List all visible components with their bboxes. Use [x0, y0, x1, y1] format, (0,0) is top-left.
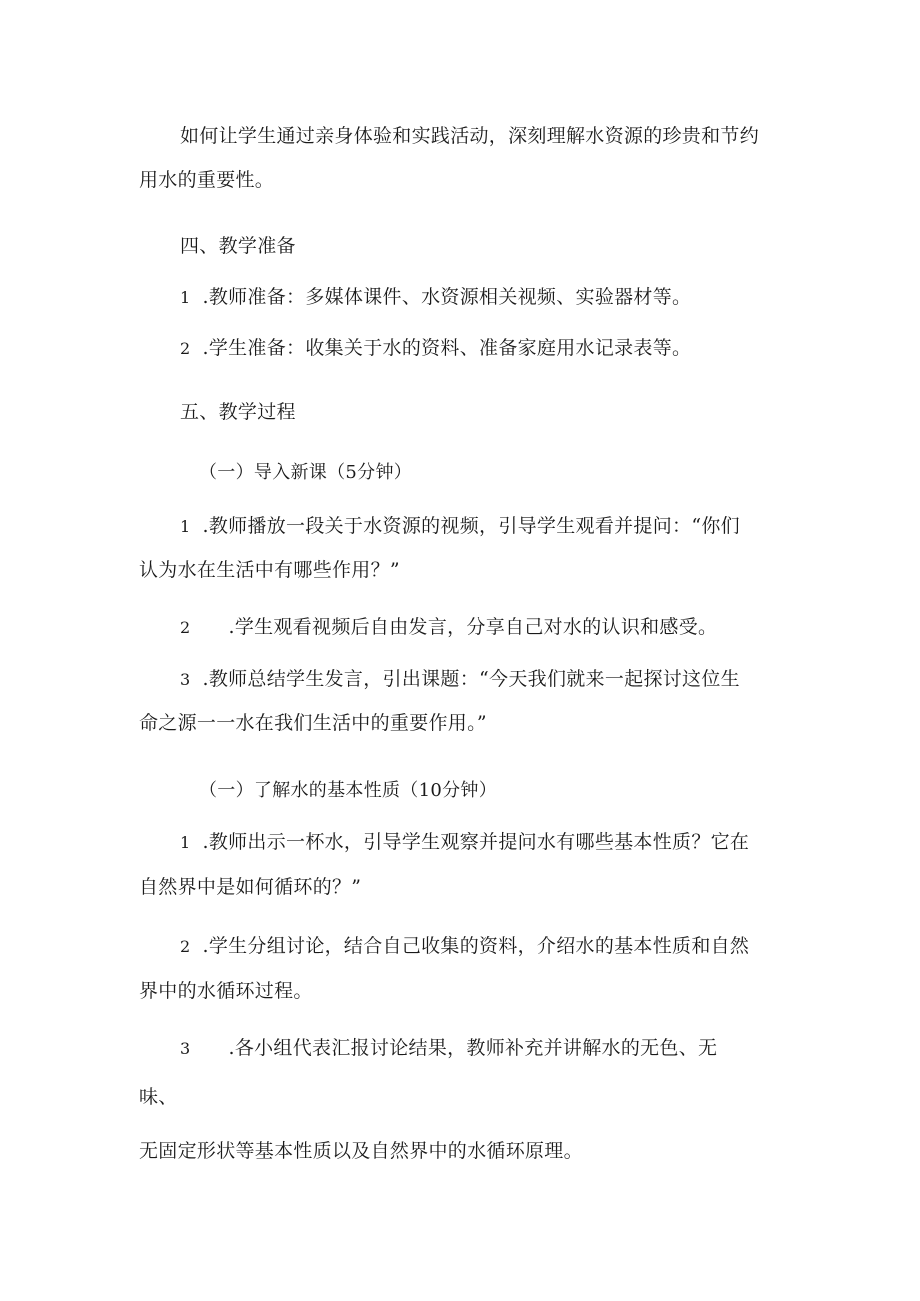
- list-item-continuation: 命之源一一水在我们生活中的重要作用。”: [139, 712, 487, 734]
- list-item-continuation: 界中的水循环过程。: [139, 980, 313, 1002]
- list-item: 1 .教师准备：多媒体课件、水资源相关视频、实验器材等。: [180, 286, 692, 308]
- list-item: 1 .教师播放一段关于水资源的视频，引导学生观看并提问：“你们: [180, 515, 740, 537]
- list-item-continuation: 无固定形状等基本性质以及自然界中的水循环原理。: [139, 1140, 583, 1162]
- subsection-heading: （一）导入新课（5分钟）: [199, 462, 413, 483]
- section-heading: 五、教学过程: [180, 401, 296, 423]
- subsection-heading: （一）了解水的基本性质（10分钟）: [199, 780, 498, 801]
- list-item-continuation: 自然界中是如何循环的？”: [139, 876, 362, 898]
- paragraph-line: 用水的重要性。: [139, 169, 275, 191]
- list-item: 3 .教师总结学生发言，引出课题：“今天我们就来一起探讨这位生: [180, 668, 740, 690]
- list-item: 2 .学生观看视频后自由发言，分享自己对水的认识和感受。: [180, 616, 718, 638]
- list-item-continuation: 认为水在生活中有哪些作用？”: [139, 559, 400, 581]
- list-item: 3 .各小组代表汇报讨论结果，教师补充并讲解水的无色、无: [180, 1037, 718, 1059]
- paragraph-line: 如何让学生通过亲身体验和实践活动，深刻理解水资源的珍贵和节约: [180, 125, 760, 147]
- list-item: 1 .教师出示一杯水，引导学生观察并提问水有哪些基本性质？它在: [180, 831, 750, 853]
- section-heading: 四、教学准备: [180, 235, 296, 257]
- list-item-continuation: 味、: [139, 1086, 178, 1108]
- list-item: 2 .学生准备：收集关于水的资料、准备家庭用水记录表等。: [180, 337, 692, 359]
- list-item: 2 .学生分组讨论，结合自己收集的资料，介绍水的基本性质和自然: [180, 935, 750, 957]
